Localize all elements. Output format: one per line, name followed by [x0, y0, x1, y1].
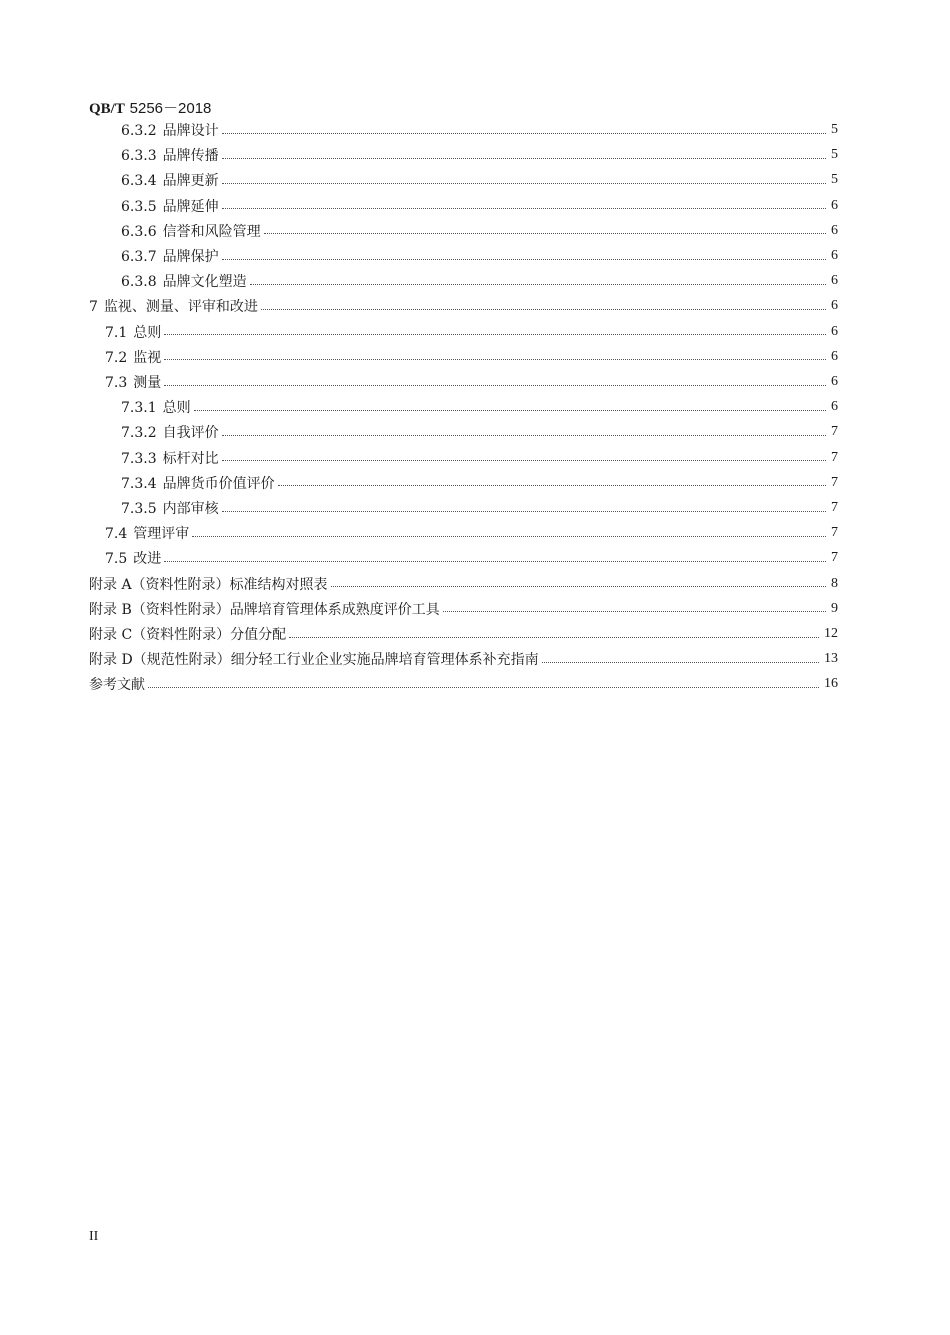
toc-entry[interactable]	[105, 546, 838, 570]
toc-section-title: 品牌保护	[162, 249, 219, 265]
toc-dot-leader	[250, 284, 826, 285]
toc-entry-title	[121, 473, 278, 493]
toc-section-title: 内部审核	[162, 501, 219, 517]
toc-section-title: 品牌延伸	[162, 198, 219, 215]
toc-entry[interactable]	[105, 345, 838, 369]
toc-dot-leader	[164, 359, 826, 360]
toc-section-number: 7.3.4	[121, 475, 157, 492]
toc-entry[interactable]	[121, 219, 838, 243]
toc-dot-leader	[222, 460, 826, 461]
toc-entry-title	[105, 548, 164, 568]
toc-dot-leader	[164, 561, 826, 562]
toc-section-title: 管理评审	[133, 526, 190, 543]
toc-entry[interactable]	[121, 118, 838, 142]
toc-page-number: 5	[831, 147, 838, 163]
toc-page-number: 7	[831, 550, 838, 566]
toc-section-title: 附录 D（规范性附录）细分轻工行业企业实施品牌培育管理体系补充指南	[89, 652, 539, 669]
toc-page-number: 12	[824, 626, 838, 641]
toc-section-title: 品牌更新	[162, 173, 219, 190]
toc-section-title: 标杆对比	[162, 450, 219, 467]
toc-section-number: 6.3.3	[121, 148, 157, 165]
toc-entry-title	[121, 397, 194, 417]
toc-entry-title	[121, 448, 222, 468]
page-number: II	[89, 1229, 99, 1244]
toc-section-number: 6.3.2	[121, 123, 157, 139]
toc-dot-leader	[164, 334, 826, 335]
toc-section-number: 7.3.2	[121, 425, 157, 442]
toc-page-number: 6	[831, 348, 838, 364]
toc-dot-leader	[222, 158, 826, 159]
toc-entry-title	[89, 574, 331, 594]
toc-entry-title	[89, 674, 148, 694]
toc-entry[interactable]	[105, 370, 838, 394]
toc-entry[interactable]	[121, 420, 838, 444]
toc-page-number: 7	[831, 525, 838, 541]
toc-entry[interactable]	[121, 244, 838, 268]
toc-section-number: 6.3.8	[121, 274, 157, 291]
toc-entry-title	[121, 170, 222, 190]
toc-page-number: 7	[831, 474, 838, 490]
toc-page-number: 6	[831, 374, 838, 389]
toc-dot-leader	[222, 259, 826, 260]
toc-section-number: 7.3.1	[121, 400, 157, 417]
toc-entry-title	[105, 523, 192, 543]
toc-dot-leader	[222, 183, 826, 184]
toc-section-title: 品牌设计	[162, 123, 219, 139]
toc-section-title: 参考文献	[89, 677, 145, 694]
toc-entry-title	[121, 246, 222, 266]
toc-entry[interactable]	[121, 446, 838, 470]
toc-section-number: 7.3.3	[121, 450, 157, 467]
toc-section-title: 附录 A（资料性附录）标准结构对照表	[89, 576, 328, 593]
document-code-prefix: QB/T	[89, 101, 125, 117]
toc-section-number: 7	[89, 299, 98, 316]
toc-page-number: 7	[831, 424, 838, 440]
toc-dot-leader	[261, 309, 826, 310]
toc-dot-leader	[289, 637, 819, 638]
toc-entry[interactable]	[121, 395, 838, 419]
toc-entry-title	[89, 599, 443, 619]
toc-dot-leader	[192, 536, 826, 537]
toc-section-number: 6.3.4	[121, 173, 157, 190]
toc-entry-title	[89, 624, 289, 644]
toc-page-number: 6	[831, 298, 838, 314]
toc-section-title: 附录 B（资料性附录）品牌培育管理体系成熟度评价工具	[89, 601, 440, 618]
toc-entry-title	[121, 498, 222, 518]
document-code	[89, 98, 211, 119]
toc-section-title: 信誉和风险管理	[162, 223, 261, 240]
toc-entry-title	[105, 347, 164, 367]
toc-entry[interactable]	[105, 320, 838, 344]
toc-section-title: 改进	[133, 551, 162, 568]
toc-page-number: 7	[831, 449, 838, 465]
toc-page-number: 6	[831, 248, 838, 263]
toc-dot-leader	[164, 385, 826, 386]
toc-entry[interactable]	[89, 572, 838, 596]
toc-entry-title	[121, 196, 222, 216]
toc-entry-title	[121, 145, 222, 165]
toc-section-title: 自我评价	[162, 425, 219, 442]
toc-dot-leader	[148, 687, 819, 688]
toc-dot-leader	[194, 410, 826, 411]
toc-page-number: 16	[824, 676, 838, 692]
toc-dot-leader	[222, 435, 826, 436]
toc-entry[interactable]	[89, 597, 838, 621]
toc-section-number: 7.4	[105, 526, 128, 543]
toc-dot-leader	[222, 208, 826, 209]
toc-page-number: 7	[831, 500, 838, 515]
toc-page-number: 5	[831, 172, 838, 188]
toc-page-number: 6	[831, 323, 838, 339]
toc-section-title: 品牌传播	[162, 148, 219, 165]
toc-entry-title	[105, 372, 164, 392]
toc-entry[interactable]	[121, 496, 838, 520]
toc-page-number: 9	[831, 600, 838, 616]
toc-entry-title	[121, 271, 250, 291]
toc-entry[interactable]	[89, 294, 838, 318]
toc-section-title: 总则	[133, 324, 162, 341]
toc-section-title: 总则	[162, 400, 191, 417]
toc-dot-leader	[222, 133, 826, 134]
toc-section-number: 6.3.7	[121, 249, 157, 265]
toc-section-title: 监视、测量、评审和改进	[103, 299, 258, 316]
toc-section-title: 测量	[133, 375, 162, 391]
toc-entry[interactable]	[121, 168, 838, 192]
toc-dot-leader	[542, 662, 819, 663]
toc-page-number: 6	[831, 399, 838, 415]
toc-entry-title	[121, 221, 264, 241]
toc-page-number: 8	[831, 575, 838, 591]
toc-entry[interactable]	[89, 622, 838, 646]
toc-section-number: 7.1	[105, 324, 128, 341]
toc-entry[interactable]	[121, 269, 838, 293]
toc-section-number: 7.5	[105, 551, 128, 568]
toc-section-number: 7.3.5	[121, 501, 157, 517]
toc-page-number: 5	[831, 122, 838, 137]
toc-entry[interactable]	[121, 194, 838, 218]
toc-section-number: 7.3	[105, 375, 128, 391]
toc-section-title: 附录 C（资料性附录）分值分配	[89, 627, 287, 643]
toc-section-title: 监视	[133, 349, 162, 366]
toc-section-number: 6.3.5	[121, 198, 157, 215]
toc-dot-leader	[443, 611, 826, 612]
toc-page-number: 13	[824, 651, 838, 667]
toc-dot-leader	[264, 233, 826, 234]
document-code-number: 5256－2018	[129, 100, 212, 117]
toc-page-number: 6	[831, 273, 838, 289]
toc-section-number: 6.3.6	[121, 223, 157, 240]
toc-entry[interactable]	[105, 521, 838, 545]
toc-section-title: 品牌货币价值评价	[162, 475, 275, 492]
toc-entry[interactable]	[89, 672, 838, 696]
toc-entry-title	[89, 296, 261, 316]
toc-dot-leader	[222, 511, 826, 512]
toc-entry-title	[121, 120, 222, 140]
toc-section-title: 品牌文化塑造	[162, 274, 247, 291]
toc-entry-title	[105, 322, 164, 342]
toc-entry[interactable]	[121, 471, 838, 495]
toc-entry[interactable]	[121, 143, 838, 167]
toc-page-number: 6	[831, 197, 838, 213]
toc-entry-title	[89, 649, 542, 669]
toc-page-number: 6	[831, 222, 838, 238]
toc-entry[interactable]	[89, 647, 838, 671]
toc-dot-leader	[331, 586, 826, 587]
toc-dot-leader	[278, 485, 826, 486]
toc-section-number: 7.2	[105, 349, 128, 366]
toc-entry-title	[121, 422, 222, 442]
